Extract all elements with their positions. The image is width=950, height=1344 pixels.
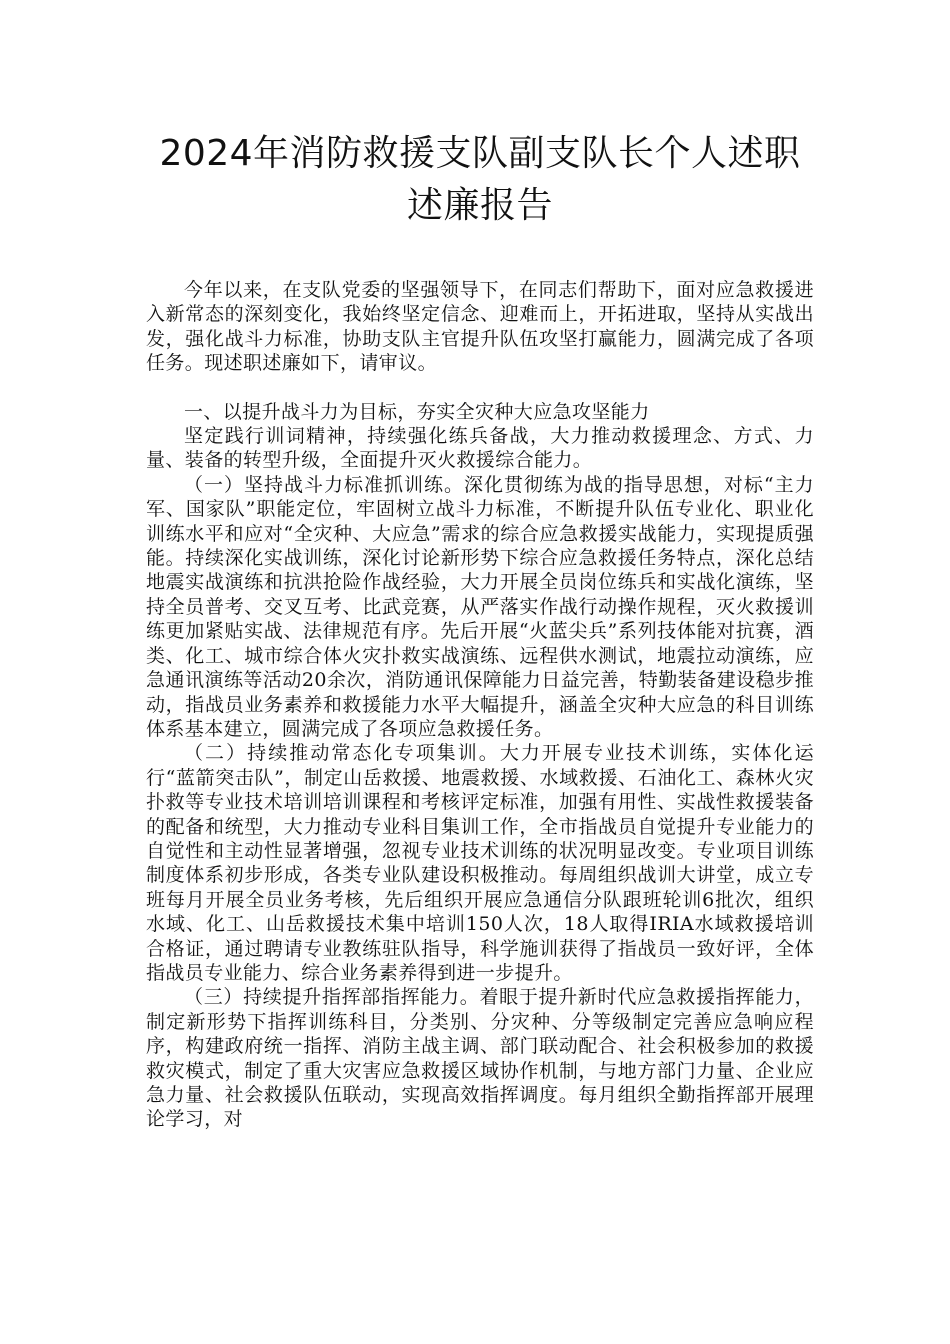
section-heading-1: 一、以提升战斗力为目标，夯实全灾种大应急攻坚能力 — [184, 400, 650, 423]
document-page — [146, 128, 814, 1132]
document-title — [146, 128, 814, 232]
intro-paragraph: 今年以来，在支队党委的坚强领导下，在同志们帮助下，面对应急救援进入新常态的深刻变化，我始终坚定信念、迎难而上，开拓进取，坚持从实战出发，强化战斗力标准，协助支队主官提升队伍攻坚打赢能力，圆满完成了各项任务。现述职述廉如下，请审议。 — [146, 279, 814, 375]
subsection-2-paragraph: （二）持续推动常态化专项集训。大力开展专业技术训练，实体化运行“蓝箭突击队”，制定山岳救援、地震救援、水域救援、石油化工、森林火灾扑救等专业技术培训培训课程和考核评定标准，加强有用性、实战性救援装备的配备和统型，大力推动专业科目集训工作，全市指战员自觉提升专业能力的自觉性和主动性显著增强，忽视专业技术训练的状况明显改变。专业项目训练制度体系初步形成，各类专业队建设积极推动。每周组织战训大讲堂，成立专班每月开展全员业务考核，先后组织开展应急通信分队跟班轮训6批次，组织水域、化工、山岳救援技术集中培训150人次，18人取得IRIA水域救援培训合格证，通过聘请专业教练驻队指导，科学施训获得了指战员一致好评，全体指战员专业能力、综合业务素养得到进一步提升。 — [146, 742, 814, 984]
title-line-1: 2024年消防救援支队副支队长个人述职 — [159, 133, 801, 174]
title-line-2: 述廉报告 — [406, 185, 553, 226]
subsection-1-paragraph: （一）坚持战斗力标准抓训练。深化贯彻练为战的指导思想，对标“主力军、国家队”职能定位，牢固树立战斗力标准，不断提升队伍专业化、职业化训练水平和应对“全灾种、大应急”需求的综合应急救援实战能力，实现提质强能。持续深化实战训练，深化讨论新形势下综合应急救援任务特点，深化总结地震实战演练和抗洪抢险作战经验，大力开展全员岗位练兵和实战化演练，坚持全员普考、交叉互考、比武竞赛，从严落实作战行动操作规程，灭火救援训练更加紧贴实战、法律规范有序。先后开展“火蓝尖兵”系列技体能对抗赛，酒类、化工、城市综合体火灾扑救实战演练、远程供水测试，地震拉动演练，应急通讯演练等活动20余次，消防通讯保障能力日益完善，特勤装备建设稳步推动，指战员业务素养和救援能力水平大幅提升，涵盖全灾种大应急的科目训练体系基本建立，圆满完成了各项应急救援任务。 — [146, 473, 814, 740]
section-1-summary: 坚定践行训词精神，持续强化练兵备战，大力推动救援理念、方式、力量、装备的转型升级，全面提升灭火救援综合能力。 — [146, 425, 814, 472]
subsection-3-paragraph: （三）持续提升指挥部指挥能力。着眼于提升新时代应急救援指挥能力，制定新形势下指挥训练科目，分类别、分灾种、分等级制定完善应急响应程序，构建政府统一指挥、消防主战主调、部门联动配合、社会积极参加的救援救灾模式，制定了重大灾害应急救援区域协作机制，与地方部门力量、企业应急力量、社会救援队伍联动，实现高效指挥调度。每月组织全勤指挥部开展理论学习，对 — [146, 986, 814, 1131]
